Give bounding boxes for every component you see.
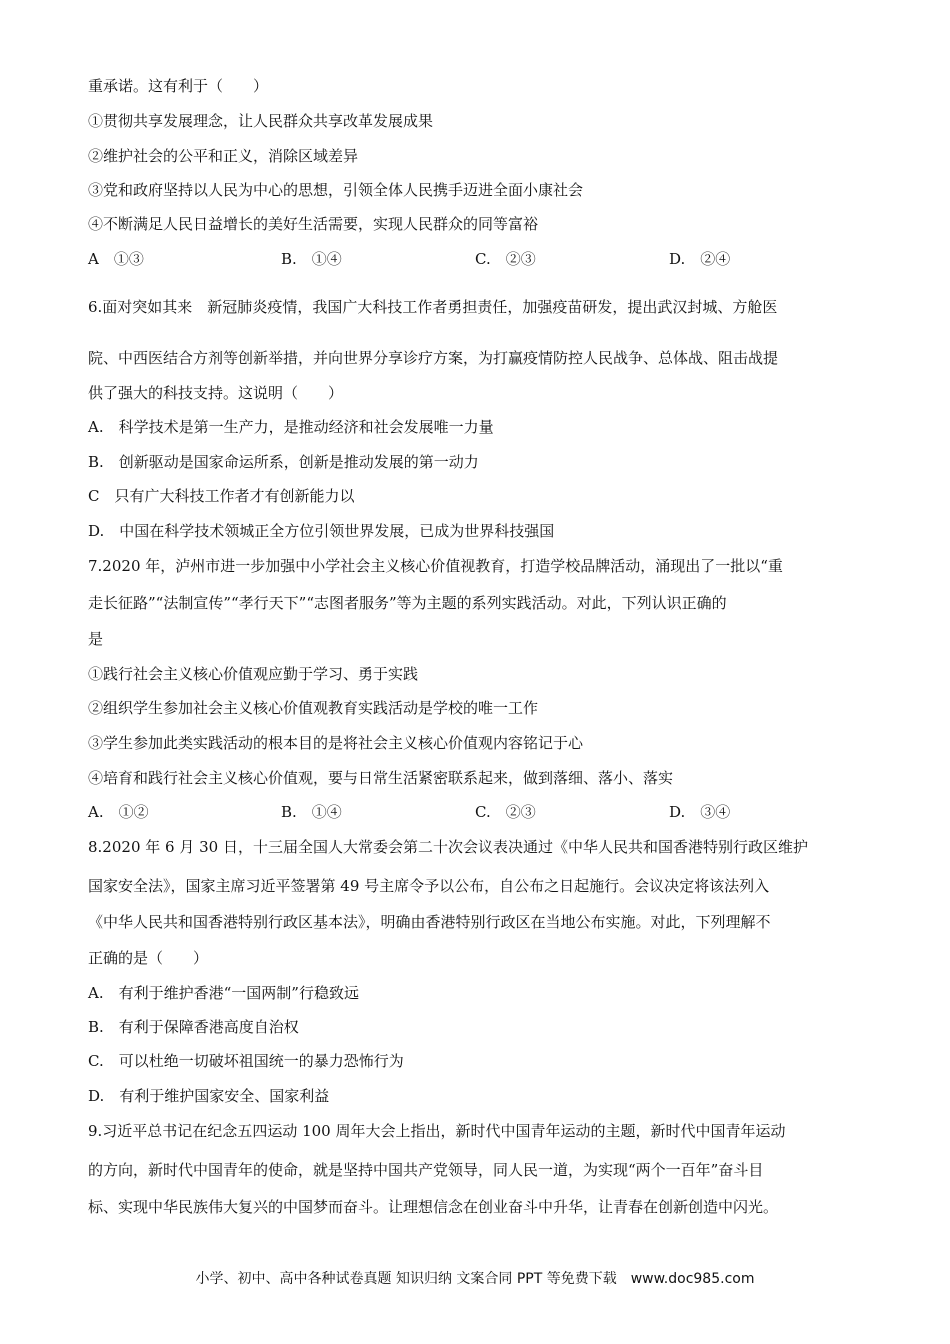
q5-item-2: ②维护社会的公平和正义，消除区域差异 bbox=[88, 147, 359, 165]
q5-stem-tail: 重承诺。这有利于（ ） bbox=[88, 77, 269, 95]
q8-option-d: D. 有利于维护国家安全、国家利益 bbox=[88, 1087, 330, 1105]
q7-option-d: D. ③④ bbox=[669, 803, 731, 821]
q6-stem-line-3: 供了强大的科技支持。这说明（ ） bbox=[88, 384, 344, 402]
q9-stem-line-1: 9.习近平总书记在纪念五四运动 100 周年大会上指出，新时代中国青年运动的主题，新时代中国青年运动 bbox=[88, 1122, 786, 1140]
q6-stem-line-2: 院、中西医结合方剂等创新举措，并向世界分享诊疗方案，为打赢疫情防控人民战争、总体战、阻击战提 bbox=[88, 349, 779, 367]
q5-option-c: C. ②③ bbox=[475, 250, 536, 268]
q5-option-d: D. ②④ bbox=[669, 250, 731, 268]
q7-stem-line-2: 走长征路”“法制宣传”“孝行天下”“志图者服务”等为主题的系列实践活动。对此，下列认识正确的 bbox=[88, 594, 727, 612]
q8-stem-line-1: 8.2020 年 6 月 30 日，十三届全国人大常委会第二十次会议表决通过《中华人民共和国香港特别行政区维护 bbox=[88, 838, 808, 856]
q7-item-4: ④培育和践行社会主义核心价值观，要与日常生活紧密联系起来，做到落细、落小、落实 bbox=[88, 769, 674, 787]
q8-stem-line-3: 《中华人民共和国香港特别行政区基本法》，明确由香港特别行政区在当地公布实施。对此，下列理解不 bbox=[88, 913, 771, 931]
q7-item-2: ②组织学生参加社会主义核心价值观教育实践活动是学校的唯一工作 bbox=[88, 699, 539, 717]
q7-option-c: C. ②③ bbox=[475, 803, 536, 821]
q8-option-b: B. 有利于保障香港高度自治权 bbox=[88, 1018, 299, 1036]
q8-option-c: C. 可以杜绝一切破坏祖国统一的暴力恐怖行为 bbox=[88, 1052, 404, 1070]
q6-option-c: C 只有广大科技工作者才有创新能力以 bbox=[88, 487, 355, 505]
q7-item-1: ①践行社会主义核心价值观应勤于学习、勇于实践 bbox=[88, 665, 419, 683]
q9-stem-line-2: 的方向，新时代中国青年的使命，就是坚持中国共产党领导，同人民一道，为实现“两个一百年”奋斗目 bbox=[88, 1161, 764, 1179]
q5-options bbox=[88, 248, 868, 270]
q7-options bbox=[88, 801, 868, 823]
q6-stem-line-1: 6.面对突如其来 新冠肺炎疫情，我国广大科技工作者勇担责任，加强疫苗研发，提出武汉封城、方舱医 bbox=[88, 298, 778, 316]
page-footer: 小学、初中、高中各种试卷真题 知识归纳 文案合同 PPT 等免费下载 www.doc985.com bbox=[195, 1271, 755, 1287]
q7-stem-line-1: 7.2020 年，泸州市进一步加强中小学社会主义核心价值视教育，打造学校品牌活动，涌现出了一批以“重 bbox=[88, 557, 783, 575]
q7-option-a: A. ①② bbox=[88, 803, 149, 821]
q5-option-b: B. ①④ bbox=[281, 250, 342, 268]
q9-stem-line-3: 标、实现中华民族伟大复兴的中国梦而奋斗。让理想信念在创业奋斗中升华，让青春在创新创造中闪光。 bbox=[88, 1198, 779, 1216]
q5-item-3: ③党和政府坚持以人民为中心的思想，引领全体人民携手迈进全面小康社会 bbox=[88, 181, 584, 199]
q5-option-a: A ①③ bbox=[88, 250, 144, 268]
q7-stem-line-3: 是 bbox=[88, 630, 104, 648]
q6-option-b: B. 创新驱动是国家命运所系，创新是推动发展的第一动力 bbox=[88, 453, 479, 471]
q8-option-a: A. 有利于维护香港“一国两制”行稳致远 bbox=[88, 984, 359, 1002]
q5-item-1: ①贯彻共享发展理念，让人民群众共享改革发展成果 bbox=[88, 112, 434, 130]
q7-option-b: B. ①④ bbox=[281, 803, 342, 821]
q8-stem-line-4: 正确的是（ ） bbox=[88, 949, 209, 967]
q6-option-d: D. 中国在科学技术领城正全方位引领世界发展，已成为世界科技强国 bbox=[88, 522, 555, 540]
q6-option-a: A. 科学技术是第一生产力，是推动经济和社会发展唯一力量 bbox=[88, 418, 494, 436]
q5-item-4: ④不断满足人民日益增长的美好生活需要，实现人民群众的同等富裕 bbox=[88, 215, 539, 233]
q8-stem-line-2: 国家安全法》，国家主席习近平签署第 49 号主席令予以公布，自公布之日起施行。会议决定将该法列入 bbox=[88, 877, 770, 895]
q7-item-3: ③学生参加此类实践活动的根本目的是将社会主义核心价值观内容铭记于心 bbox=[88, 734, 584, 752]
